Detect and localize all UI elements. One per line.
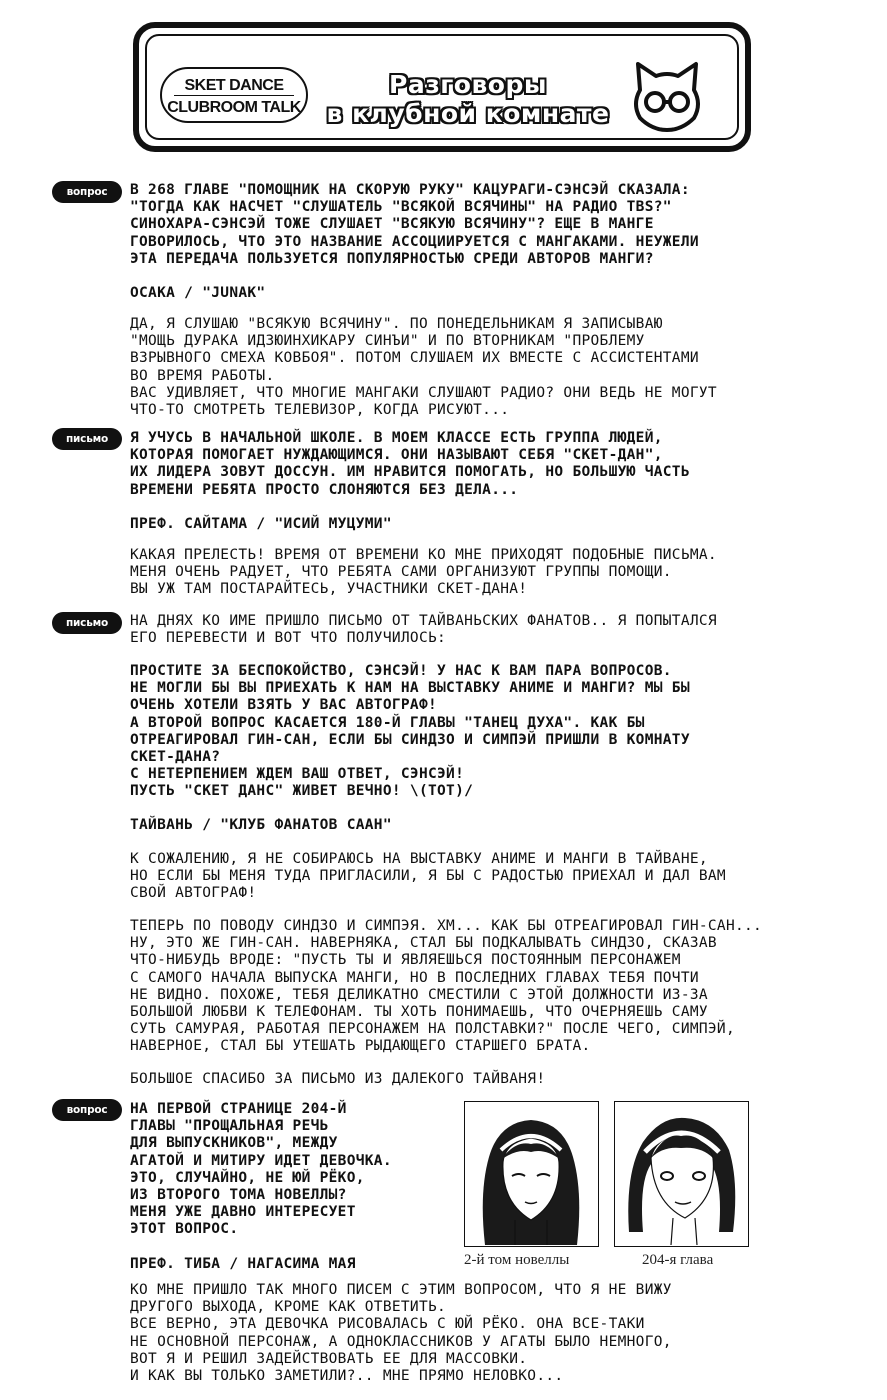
- question-badge: вопрос: [52, 1099, 122, 1121]
- cat-glasses-icon: [628, 60, 706, 132]
- logo-line-2: CLUBROOM TALK: [167, 99, 301, 116]
- image-caption-1: 2-й том новеллы: [464, 1252, 570, 1268]
- answer-text: К СОЖАЛЕНИЮ, Я НЕ СОБИРАЮСЬ НА ВЫСТАВКУ АНИМЕ И МАНГИ В ТАЙВАНЕ, НО ЕСЛИ БЫ МЕНЯ ТУДА ПРИГЛАСИЛИ, Я БЫ С РАДОСТЬЮ ПРИЕХАЛ И ДАЛ ВАМ СВОЙ АВТОГРАФ!: [130, 851, 726, 902]
- answer-text: КО МНЕ ПРИШЛО ТАК МНОГО ПИСЕМ С ЭТИМ ВОПРОСОМ, ЧТО Я НЕ ВИЖУ ДРУГОГО ВЫХОДА, КРОМЕ КАК ОТВЕТИТЬ. ВСЕ ВЕРНО, ЭТА ДЕВОЧКА РИСОВАЛАСЬ С ЮЙ РЁКО. ОНА ВСЕ-ТАКИ НЕ ОСНОВНОЙ ПЕРСОНАЖ, А ОДНОКЛАССНИКОВ У АГАТЫ БЫЛО НЕМНОГО, ВОТ Я И РЕШИЛ ЗАДЕЙСТВОВАТЬ ЕЕ ДЛЯ МАССОВКИ. И КАК ВЫ ТОЛЬКО ЗАМЕТИЛИ?.. МНЕ ПРЯМО НЕЛОВКО...: [130, 1282, 672, 1385]
- question-text: Я УЧУСЬ В НАЧАЛЬНОЙ ШКОЛЕ. В МОЕМ КЛАССЕ ЕСТЬ ГРУППА ЛЮДЕЙ, КОТОРАЯ ПОМОГАЕТ НУЖДАЮЩИМСЯ. ОНИ НАЗЫВАЮТ СЕБЯ "СКЕТ-ДАН", ИХ ЛИДЕРА ЗОВУТ ДОССУН. ИМ НРАВИТСЯ ПОМОГАТЬ, НО БОЛЬШУЮ ЧАСТЬ ВРЕМЕНИ РЕБЯТА ПРОСТО СЛОНЯЮТСЯ БЕЗ ДЕЛА...: [130, 430, 690, 498]
- intro-text: НА ДНЯХ КО ИМЕ ПРИШЛО ПИСЬМО ОТ ТАЙВАНЬСКИХ ФАНАТОВ.. Я ПОПЫТАЛСЯ ЕГО ПЕРЕВЕСТИ И ВОТ ЧТО ПОЛУЧИЛОСЬ:: [130, 613, 717, 647]
- question-badge: вопрос: [52, 181, 122, 203]
- author-line: ОСАКА / "JUNAK": [130, 285, 266, 301]
- logo-line-1: SKET DANCE: [174, 76, 294, 96]
- manga-girl-illustration: [614, 1101, 749, 1247]
- answer-text-3: БОЛЬШОЕ СПАСИБО ЗА ПИСЬМО ИЗ ДАЛЕКОГО ТАЙВАНЯ!: [130, 1071, 546, 1087]
- sket-dance-logo: [160, 67, 308, 123]
- novel-girl-illustration: [464, 1101, 599, 1247]
- letter-badge: письмо: [52, 428, 122, 450]
- page-title-line-2: в клубной комнате: [326, 99, 610, 128]
- page-title-line-1: Разговоры: [389, 70, 547, 99]
- answer-text-2: ТЕПЕРЬ ПО ПОВОДУ СИНДЗО И СИМПЭЯ. ХМ... КАК БЫ ОТРЕАГИРОВАЛ ГИН-САН... НУ, ЭТО ЖЕ ГИН-САН. НАВЕРНЯКА, СТАЛ БЫ ПОДКАЛЫВАТЬ СИНДЗО, СКАЗАВ ЧТО-НИБУДЬ ВРОДЕ: "ПУСТЬ ТЫ И ЯВЛЯЕШЬСЯ ПОСТОЯННЫМ ПЕРСОНАЖЕМ С САМОГО НАЧАЛА ВЫПУСКА МАНГИ, НО В ПОСЛЕДНИХ ГЛАВАХ ТЕБЯ ПОЧТИ НЕ ВИДНО. ПОХОЖЕ, ТЕБЯ ДЕЛИКАТНО СМЕСТИЛИ С ЭТОЙ ДОЛЖНОСТИ ИЗ-ЗА БОЛЬШОЙ ЛЮБВИ К ТЕЛЕФОНАМ. ТЫ ХОТЬ ПОНИМАЕШЬ, ЧТО ОЧЕРНЯЕШЬ САМУ СУТЬ САМУРАЯ, РАБОТАЯ ПЕРСОНАЖЕМ НА ПОЛСТАВКИ?" ПОСЛЕ ЧЕГО, СИМПЭЙ, НАВЕРНОЕ, СТАЛ БЫ УТЕШАТЬ РЫДАЮЩЕГО СТАРШЕГО БРАТА.: [130, 918, 763, 1055]
- page-title: [318, 70, 618, 128]
- author-line: ПРЕФ. ТИБА / НАГАСИМА МАЯ: [130, 1256, 356, 1272]
- author-line: ТАЙВАНЬ / "КЛУБ ФАНАТОВ СААН": [130, 817, 392, 833]
- image-caption-2: 204-я глава: [642, 1252, 714, 1268]
- question-text: В 268 ГЛАВЕ "ПОМОЩНИК НА СКОРУЮ РУКУ" КАЦУРАГИ-СЭНСЭЙ СКАЗАЛА: "ТОГДА КАК НАСЧЕТ "СЛУШАТЕЛЬ "ВСЯКОЙ ВСЯЧИНЫ" НА РАДИО TBS?" СИНОХАРА-СЭНСЭЙ ТОЖЕ СЛУШАЕТ "ВСЯКУЮ ВСЯЧИНУ"? ЕЩЕ В МАНГЕ ГОВОРИЛОСЬ, ЧТО ЭТО НАЗВАНИЕ АССОЦИИРУЕТСЯ С МАНГАКАМИ. НЕУЖЕЛИ ЭТА ПЕРЕДАЧА ПОЛЬЗУЕТСЯ ПОПУЛЯРНОСТЬЮ СРЕДИ АВТОРОВ МАНГИ?: [130, 182, 699, 267]
- letter-badge: письмо: [52, 612, 122, 634]
- answer-text: ДА, Я СЛУШАЮ "ВСЯКУЮ ВСЯЧИНУ". ПО ПОНЕДЕЛЬНИКАМ Я ЗАПИСЫВАЮ "МОЩЬ ДУРАКА ИДЗЮИНХИКАРУ СИНЪИ" И ПО ВТОРНИКАМ "ПРОБЛЕМУ ВЗРЫВНОГО СМЕХА КОВБОЯ". ПОТОМ СЛУШАЕМ ИХ ВМЕСТЕ С АССИСТЕНТАМИ ВО ВРЕМЯ РАБОТЫ. ВАС УДИВЛЯЕТ, ЧТО МНОГИЕ МАНГАКИ СЛУШАЮТ РАДИО? ОНИ ВЕДЬ НЕ МОГУТ ЧТО-ТО СМОТРЕТЬ ТЕЛЕВИЗОР, КОГДА РИСУЮТ...: [130, 316, 717, 419]
- question-text: ПРОСТИТЕ ЗА БЕСПОКОЙСТВО, СЭНСЭЙ! У НАС К ВАМ ПАРА ВОПРОСОВ. НЕ МОГЛИ БЫ ВЫ ПРИЕХАТЬ К НАМ НА ВЫСТАВКУ АНИМЕ И МАНГИ? МЫ БЫ ОЧЕНЬ ХОТЕЛИ ВЗЯТЬ У ВАС АВТОГРАФ! А ВТОРОЙ ВОПРОС КАСАЕТСЯ 180-Й ГЛАВЫ "ТАНЕЦ ДУХА". КАК БЫ ОТРЕАГИРОВАЛ ГИН-САН, ЕСЛИ БЫ СИНДЗО И СИМПЭЙ ПРИШЛИ В КОМНАТУ СКЕТ-ДАНА? С НЕТЕРПЕНИЕМ ЖДЕМ ВАШ ОТВЕТ, СЭНСЭЙ! ПУСТЬ "СКЕТ ДАНС" ЖИВЕТ ВЕЧНО! \(TOT)/: [130, 663, 690, 800]
- author-line: ПРЕФ. САЙТАМА / "ИСИЙ МУЦУМИ": [130, 516, 392, 532]
- question-text: НА ПЕРВОЙ СТРАНИЦЕ 204-Й ГЛАВЫ "ПРОЩАЛЬНАЯ РЕЧЬ ДЛЯ ВЫПУСКНИКОВ", МЕЖДУ АГАТОЙ И МИТИРУ ИДЕТ ДЕВОЧКА. ЭТО, СЛУЧАЙНО, НЕ ЮЙ РЁКО, ИЗ ВТОРОГО ТОМА НОВЕЛЛЫ? МЕНЯ УЖЕ ДАВНО ИНТЕРЕСУЕТ ЭТОТ ВОПРОС.: [130, 1101, 392, 1238]
- answer-text: КАКАЯ ПРЕЛЕСТЬ! ВРЕМЯ ОТ ВРЕМЕНИ КО МНЕ ПРИХОДЯТ ПОДОБНЫЕ ПИСЬМА. МЕНЯ ОЧЕНЬ РАДУЕТ, ЧТО РЕБЯТА САМИ ОРГАНИЗУЮТ ГРУППЫ ПОМОЩИ. ВЫ УЖ ТАМ ПОСТАРАЙТЕСЬ, УЧАСТНИКИ СКЕТ-ДАНА!: [130, 547, 717, 598]
